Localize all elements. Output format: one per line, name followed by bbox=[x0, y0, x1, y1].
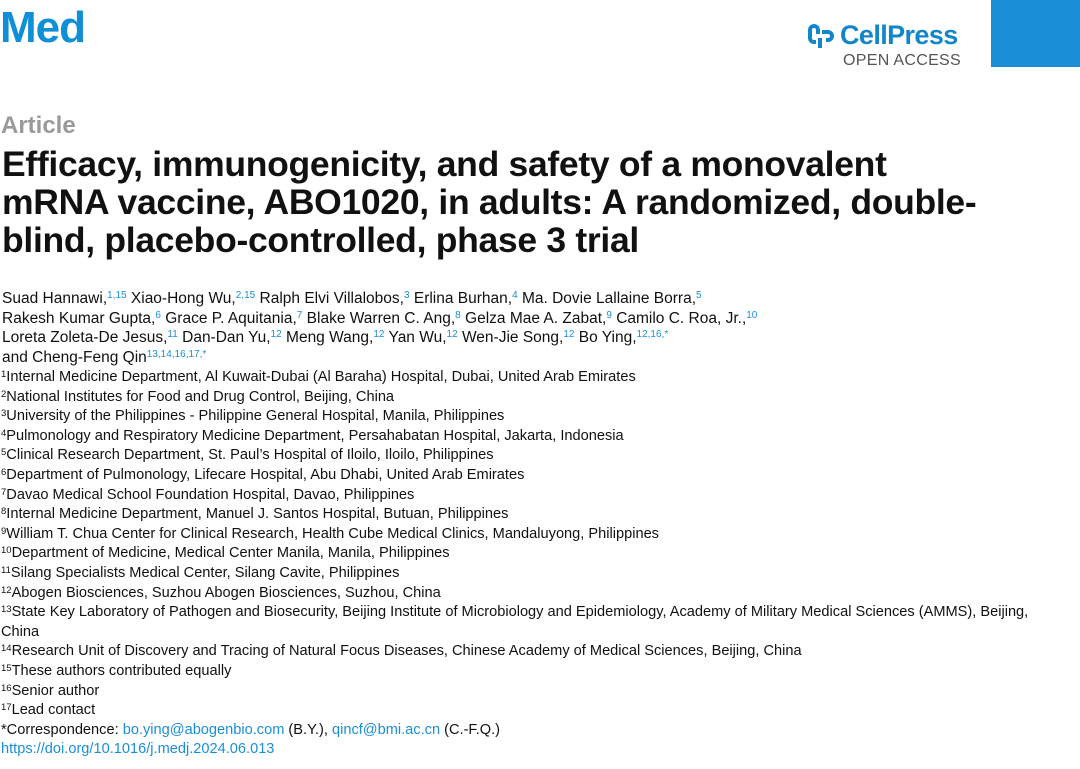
affiliation-item bbox=[1, 486, 1061, 506]
affiliation-item bbox=[1, 564, 1061, 584]
author bbox=[165, 310, 302, 327]
author-name: Bo Ying, bbox=[578, 329, 637, 347]
article-type-label: Article bbox=[1, 112, 76, 139]
author bbox=[307, 310, 461, 327]
affiliation-item bbox=[1, 584, 1061, 604]
author-affiliation-sup[interactable]: 12 bbox=[446, 329, 458, 341]
author bbox=[182, 329, 282, 346]
email-link-bo-ying[interactable]: bo.ying@abogenbio.com bbox=[122, 721, 285, 738]
doi-line bbox=[1, 740, 1061, 760]
affiliation-text: State Key Laboratory of Pathogen and Biosecurity, Beijing Institute of Microbiology and Epidemiology, Academy of Military Medical Sciences (AMMS), Beijing, China bbox=[1, 604, 1029, 640]
author-affiliation-sup[interactable]: 9 bbox=[606, 309, 612, 321]
affiliation-text: Internal Medicine Department, Manuel J. Santos Hospital, Butuan, Philippines bbox=[6, 506, 509, 523]
affiliation-item bbox=[1, 603, 1061, 642]
author bbox=[2, 349, 206, 366]
affiliation-text: Silang Specialists Medical Center, Silang Cavite, Philippines bbox=[10, 564, 400, 581]
affiliation-text: Pulmonology and Respiratory Medicine Department, Persahabatan Hospital, Jakarta, Indonesia bbox=[6, 427, 624, 444]
affiliation-item bbox=[1, 525, 1061, 545]
author-name: Grace P. Aquitania, bbox=[165, 309, 297, 327]
affiliation-text: Department of Medicine, Medical Center Manila, Manila, Philippines bbox=[11, 545, 450, 562]
affiliation-text: University of the Philippines - Philippine General Hospital, Manila, Philippines bbox=[6, 408, 505, 425]
author-list bbox=[2, 289, 1002, 367]
affiliation-number: 15 bbox=[1, 662, 12, 674]
affiliation-text: Lead contact bbox=[11, 702, 96, 719]
affiliation-number: 1 bbox=[1, 369, 7, 380]
affiliation-item bbox=[1, 662, 1061, 682]
author-name: Erlina Burhan, bbox=[413, 290, 513, 307]
affiliation-item bbox=[1, 466, 1061, 486]
affiliation-item bbox=[1, 388, 1061, 408]
author-name: Blake Warren C. Ang, bbox=[306, 309, 456, 327]
initials-by: (B.Y.), bbox=[284, 721, 332, 738]
author-affiliation-sup[interactable]: 8 bbox=[455, 309, 461, 321]
article-title: Efficacy, immunogenicity, and safety of a monovalent mRNA vaccine, ABO1020, in adults: A randomized, double-blind, placebo-controlled, phase 3 trial bbox=[2, 144, 977, 260]
author bbox=[389, 329, 458, 346]
author-affiliation-sup[interactable]: 12 bbox=[563, 329, 575, 341]
affiliation-text: National Institutes for Food and Drug Control, Beijing, China bbox=[6, 388, 395, 405]
affiliation-text: Abogen Biosciences, Suzhou Abogen Biosciences, Suzhou, China bbox=[11, 584, 441, 601]
author-name: and Cheng-Feng Qin bbox=[2, 348, 147, 366]
affiliation-item bbox=[1, 642, 1061, 662]
affiliation-number: 4 bbox=[1, 427, 7, 439]
author bbox=[616, 310, 757, 327]
author bbox=[414, 290, 518, 307]
author-affiliation-sup[interactable]: 11 bbox=[167, 329, 178, 341]
author-name: Gelza Mae A. Zabat, bbox=[465, 309, 607, 327]
author-name: Loreta Zoleta-De Jesus, bbox=[2, 329, 168, 347]
affiliation-text: Clinical Research Department, St. Paul’s Hospital of Iloilo, Iloilo, Philippines bbox=[6, 447, 494, 464]
affiliation-text: Internal Medicine Department, Al Kuwait-Dubai (Al Baraha) Hospital, Dubai, United Arab Emirates bbox=[6, 369, 636, 385]
author bbox=[465, 310, 612, 327]
author bbox=[2, 329, 178, 346]
affiliation-number: 11 bbox=[1, 564, 11, 576]
affiliation-item bbox=[1, 505, 1061, 525]
affiliation-number: 8 bbox=[1, 506, 7, 518]
open-access-label: OPEN ACCESS bbox=[843, 52, 962, 69]
journal-name: Med bbox=[0, 3, 85, 52]
author bbox=[462, 329, 575, 346]
affiliation-number: 10 bbox=[1, 545, 12, 557]
author bbox=[286, 329, 384, 346]
author-affiliation-sup[interactable]: 3 bbox=[403, 290, 410, 301]
affiliation-number: 13 bbox=[1, 604, 12, 616]
author-affiliation-sup[interactable]: 12,16,* bbox=[636, 329, 669, 341]
author-name: Suad Hannawi, bbox=[2, 290, 108, 307]
affiliation-number: 16 bbox=[1, 682, 12, 694]
affiliation-number: 7 bbox=[1, 486, 7, 498]
author-name: Meng Wang, bbox=[286, 329, 374, 347]
affiliation-number: 14 bbox=[1, 643, 12, 655]
initials-cfq: (C.-F.Q.) bbox=[440, 721, 501, 738]
affiliation-item bbox=[1, 407, 1061, 427]
author bbox=[579, 329, 668, 346]
affiliation-number: 12 bbox=[1, 584, 12, 596]
corner-color-block bbox=[991, 0, 1080, 67]
author-name: Wen-Jie Song, bbox=[461, 329, 564, 347]
author-affiliation-sup[interactable]: 12 bbox=[373, 329, 385, 341]
affiliation-item bbox=[1, 701, 1061, 721]
cellpress-logo[interactable] bbox=[806, 20, 958, 51]
author bbox=[131, 290, 255, 307]
author bbox=[522, 290, 702, 307]
author-affiliation-sup[interactable]: 5 bbox=[696, 290, 702, 301]
affiliation-number: 6 bbox=[1, 466, 7, 478]
affiliation-text: William T. Chua Center for Clinical Research, Health Cube Medical Clinics, Mandaluyong, Philippines bbox=[6, 525, 659, 542]
author-affiliation-sup[interactable]: 2,15 bbox=[235, 290, 256, 301]
affiliation-number: 9 bbox=[1, 525, 7, 537]
author-affiliation-sup[interactable]: 13,14,16,17,* bbox=[146, 348, 207, 360]
correspondence-prefix: *Correspondence: bbox=[1, 721, 123, 738]
affiliation-number: 2 bbox=[1, 388, 7, 400]
affiliation-number: 3 bbox=[1, 408, 7, 420]
affiliation-text: Senior author bbox=[11, 682, 100, 699]
author-affiliation-sup[interactable]: 6 bbox=[155, 309, 161, 321]
affiliation-text: These authors contributed equally bbox=[11, 662, 232, 679]
email-link-qincf[interactable]: qincf@bmi.ac.cn bbox=[331, 721, 441, 738]
author-name: Camilo C. Roa, Jr., bbox=[616, 309, 747, 327]
author-affiliation-sup[interactable]: 1,15 bbox=[107, 290, 127, 301]
affiliation-item bbox=[1, 427, 1061, 447]
affiliation-text: Research Unit of Discovery and Tracing of Natural Focus Diseases, Chinese Academy of Medical Sciences, Beijing, China bbox=[11, 643, 802, 660]
affiliation-item bbox=[1, 544, 1061, 564]
affiliation-item bbox=[1, 682, 1061, 702]
author-name: Rakesh Kumar Gupta, bbox=[2, 309, 156, 327]
author-name: Dan-Dan Yu, bbox=[182, 329, 271, 347]
affiliation-number: 17 bbox=[1, 702, 12, 714]
affiliation-text: Davao Medical School Foundation Hospital, Davao, Philippines bbox=[6, 486, 415, 503]
cellpress-icon bbox=[806, 21, 836, 51]
author-affiliation-sup[interactable]: 10 bbox=[746, 309, 758, 321]
author-name: Ralph Elvi Villalobos, bbox=[259, 290, 404, 307]
author-name: Xiao-Hong Wu, bbox=[130, 290, 236, 307]
author-name: Yan Wu, bbox=[388, 329, 447, 347]
doi-link[interactable]: https://doi.org/10.1016/j.medj.2024.06.013 bbox=[1, 741, 275, 758]
author-affiliation-sup[interactable]: 7 bbox=[296, 309, 303, 321]
author-affiliation-sup[interactable]: 4 bbox=[512, 290, 518, 301]
affiliation-number: 5 bbox=[1, 447, 7, 459]
affiliation-list bbox=[1, 368, 1061, 760]
affiliation-text: Department of Pulmonology, Lifecare Hospital, Abu Dhabi, United Arab Emirates bbox=[6, 466, 525, 483]
author-name: Ma. Dovie Lallaine Borra, bbox=[521, 290, 696, 307]
author bbox=[2, 290, 127, 307]
author bbox=[2, 310, 161, 327]
affiliation-item bbox=[1, 368, 1061, 388]
publisher-name: CellPress bbox=[840, 20, 958, 50]
correspondence bbox=[1, 721, 1061, 741]
author-affiliation-sup[interactable]: 12 bbox=[270, 329, 282, 341]
affiliation-item bbox=[1, 446, 1061, 466]
author bbox=[260, 290, 410, 307]
